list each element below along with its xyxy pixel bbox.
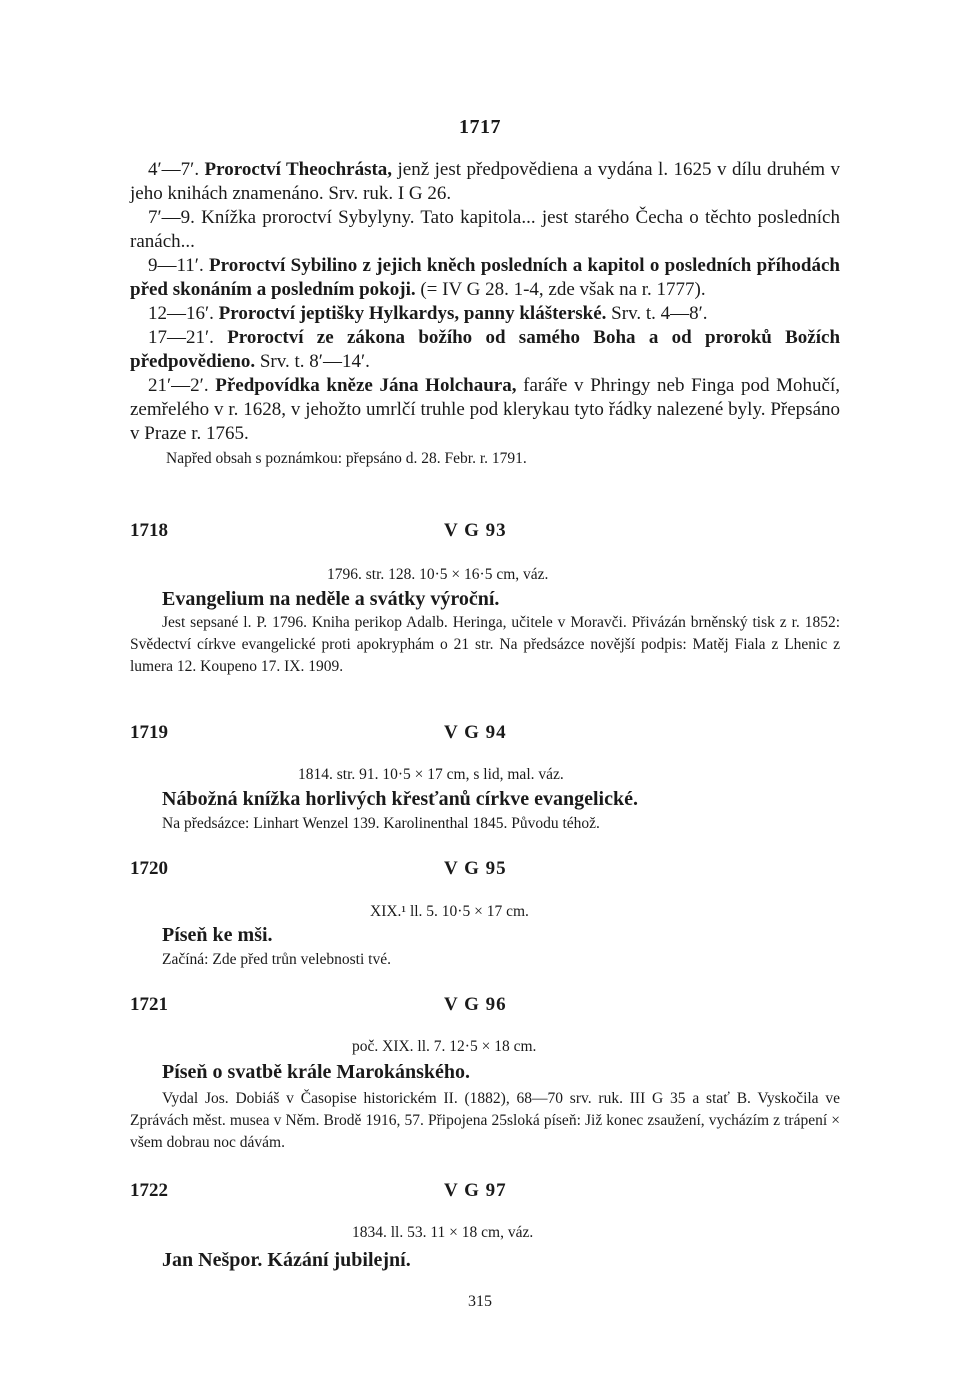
entry-number: 1718 [130, 520, 168, 541]
item-text: jenž jest předpovědiena a vydána l. 1625 v dílu druhém v jeho knihách znamenáno. Srv. ruk. I G 26. [130, 159, 840, 204]
item-title: Předpovídka kněze Jána Holchaura, [215, 375, 517, 396]
item-title: Proroctví Theochrásta, [204, 159, 393, 180]
entry-description: Na předsázce: Linhart Wenzel 139. Karolinenthal 1845. Původu téhož. [162, 815, 600, 832]
item-title: Proroctví jeptišky Hylkardys, panny klášterské. [218, 303, 607, 324]
item-text: faráře v Phringy neb Finga pod Mohučí, zemřelého v r. 1628, v jehožto umrlčí truhle pod klerykau tyto řádky nalezené byly. Přepsáno v Praze r. 1765. [130, 375, 841, 444]
shelfmark: V G 97 [444, 1180, 507, 1201]
entry-description: Začíná: Zde před trůn velebnosti tvé. [162, 951, 391, 968]
physical-description: 1814. str. 91. 10·5 × 17 cm, s lid, mal. váz. [298, 766, 564, 783]
paragraph-sybilino [130, 254, 840, 302]
shelfmark: V G 95 [444, 858, 507, 879]
entry-title: Nábožná knížka horlivých křesťanů církve evangelické. [162, 788, 638, 810]
item-title: Proroctví ze zákona božího od samého Boha a od proroků Božích předpovědieno. [130, 327, 841, 372]
entry-number: 1721 [130, 994, 168, 1015]
entry-title: Píseň ke mši. [162, 924, 273, 946]
shelfmark: V G 94 [444, 722, 507, 743]
paragraph-hylkardys [130, 302, 840, 326]
item-text: Srv. t. 8′—14′. [255, 351, 370, 372]
folio-range: 17—21′. [148, 327, 228, 348]
continued-entry-1717 [130, 158, 840, 470]
paragraph-theochrast [130, 158, 840, 206]
page-number: 315 [468, 1293, 492, 1310]
paragraph-zakon-bozi [130, 326, 840, 374]
entry-title: Jan Nešpor. Kázání jubilejní. [162, 1249, 411, 1271]
folio-range: 9—11′. [148, 255, 210, 276]
item-text: Srv. t. 4—8′. [606, 303, 708, 324]
folio-range: 4′—7′. [148, 159, 205, 180]
physical-description: 1796. str. 128. 10·5 × 16·5 cm, váz. [327, 566, 549, 583]
physical-description: 1834. ll. 53. 11 × 18 cm, váz. [352, 1224, 534, 1241]
entry-description: Jest sepsané l. P. 1796. Kniha perikop Adalb. Heringa, učitele v Moravči. Přivázán brněnský tisk z r. 1852: Svědectví církve evangelické proti apokryphám o 21 str. Na předsázce novější podpis: Matěj Fiala z Lhenic z lumera 12. Koupeno 17. IX. 1909. [130, 614, 840, 675]
item-text: (= IV G 28. 1-4, zde však na r. 1777). [415, 279, 706, 300]
item-title: Proroctví Sybilino z jejich kněch posledních a kapitol o posledních příhodách před skonáním a posledním pokoji. [130, 255, 840, 300]
folio-range: 12—16′. [148, 303, 219, 324]
physical-description: XIX.¹ ll. 5. 10·5 × 17 cm. [370, 903, 529, 920]
entry-title: Evangelium na neděle a svátky výroční. [162, 588, 500, 610]
physical-description: poč. XIX. ll. 7. 12·5 × 18 cm. [352, 1038, 537, 1055]
folio-range: 21′—2′. [148, 375, 216, 396]
entry-title: Píseň o svatbě krále Marokánského. [162, 1061, 470, 1083]
entry-number: 1719 [130, 722, 168, 743]
shelfmark: V G 96 [444, 994, 507, 1015]
paragraph-holchaur [130, 374, 840, 446]
entry-number: 1720 [130, 858, 168, 879]
running-head: 1717 [459, 116, 501, 138]
entry-description: Vydal Jos. Dobiáš v Časopise historickém II. (1882), 68—70 srv. ruk. III G 35 a stať B. Vyskočila ve Zprávách měst. musea v Něm. Brodě 1916, 57. Připojena 25sloká píseň: Již konec zsaužení, vycházím z trápení × všem dobrau noc dávám. [130, 1090, 840, 1151]
paragraph-sybylyny: 7′—9. Knížka proroctví Sybylyny. Tato kapitola... jest starého Čecha o těchto posledních ranách... [130, 207, 840, 252]
entry-number: 1722 [130, 1180, 168, 1201]
shelfmark: V G 93 [444, 520, 507, 541]
entry-note: Napřed obsah s poznámkou: přepsáno d. 28. Febr. r. 1791. [166, 450, 527, 467]
